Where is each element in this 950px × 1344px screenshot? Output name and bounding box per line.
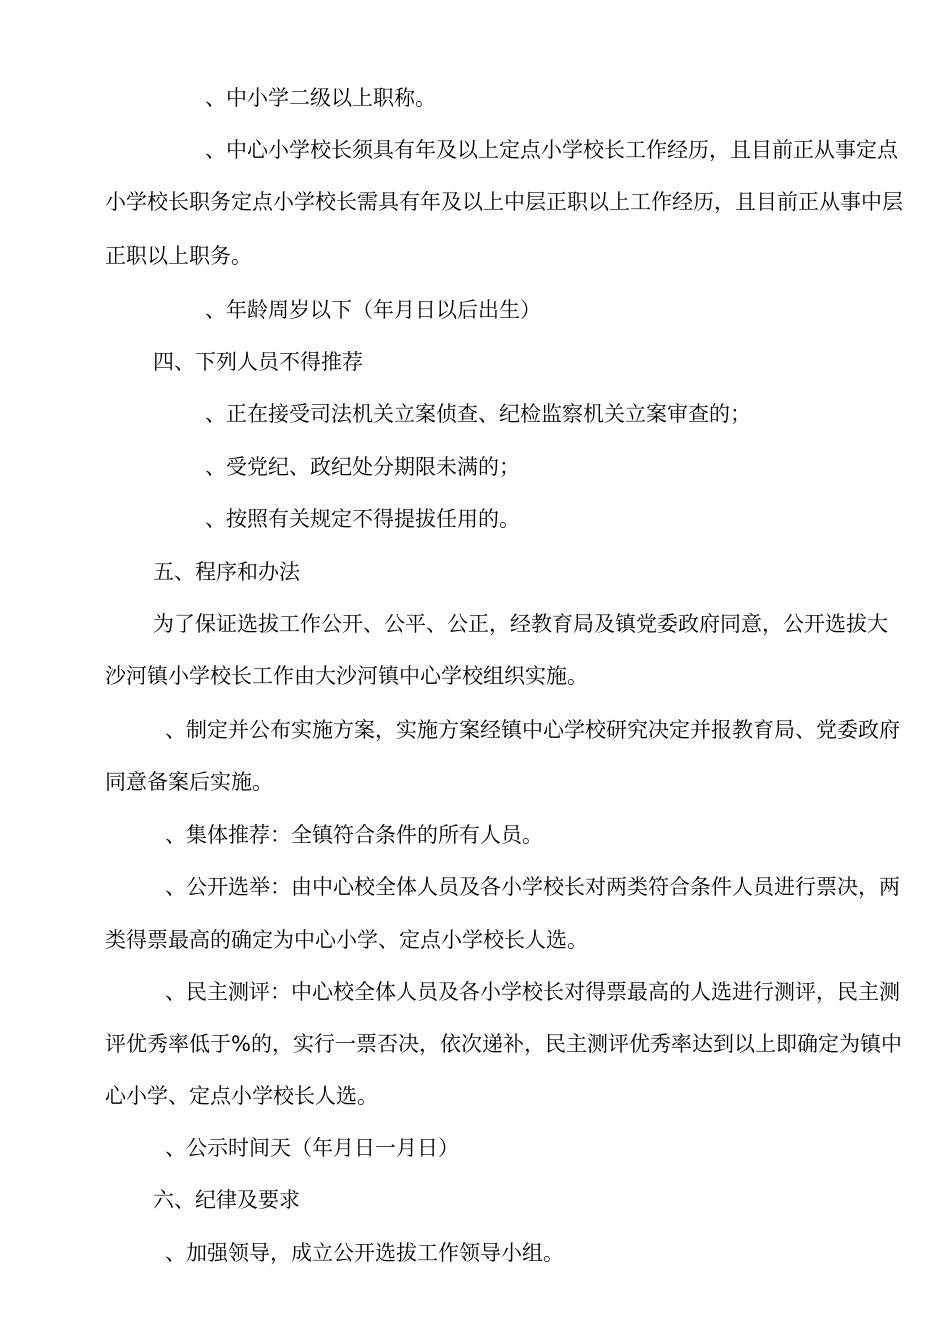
text-line: 、中小学二级以上职称。	[205, 86, 436, 110]
text-line: 、正在接受司法机关立案侦查、纪检监察机关立案审查的；	[205, 402, 751, 426]
text-line: 、中心小学校长须具有年及以上定点小学校长工作经历，且目前正从事定点	[205, 138, 898, 162]
text-line: 评优秀率低于%的，实行一票否决，依次递补，民主测评优秀率达到以上即确定为镇中	[105, 1032, 902, 1056]
section-heading: 四、下列人员不得推荐	[153, 350, 363, 374]
text-line: 正职以上职务。	[105, 244, 252, 268]
text-line: 、按照有关规定不得提拔任用的。	[205, 507, 520, 531]
text-line: 、公示时间天（年月日一月日）	[165, 1136, 459, 1160]
text-line: 沙河镇小学校长工作由大沙河镇中心学校组织实施。	[105, 664, 588, 688]
text-line: 、年龄周岁以下（年月日以后出生）	[205, 298, 541, 322]
text-line: 小学校长职务定点小学校长需具有年及以上中层正职以上工作经历，且目前正从事中层	[105, 190, 903, 214]
text-line: 、公开选举：由中心校全体人员及各小学校长对两类符合条件人员进行票决，两	[165, 875, 900, 899]
text-line: 、加强领导，成立公开选拔工作领导小组。	[165, 1241, 564, 1265]
text-line: 、集体推荐：全镇符合条件的所有人员。	[165, 823, 543, 847]
text-line: 类得票最高的确定为中心小学、定点小学校长人选。	[105, 928, 588, 952]
text-line: 同意备案后实施。	[105, 770, 273, 794]
text-line: 、制定并公布实施方案，实施方案经镇中心学校研究决定并报教育局、党委政府	[165, 718, 900, 742]
text-line: 、受党纪、政纪处分期限未满的；	[205, 455, 520, 479]
section-heading: 六、纪律及要求	[153, 1188, 300, 1212]
text-line: 、民主测评：中心校全体人员及各小学校长对得票最高的人选进行测评，民主测	[165, 980, 900, 1004]
text-line: 心小学、定点小学校长人选。	[105, 1084, 378, 1108]
text-line: 为了保证选拔工作公开、公平、公正，经教育局及镇党委政府同意，公开选拔大	[153, 612, 888, 636]
section-heading: 五、程序和办法	[153, 560, 300, 584]
